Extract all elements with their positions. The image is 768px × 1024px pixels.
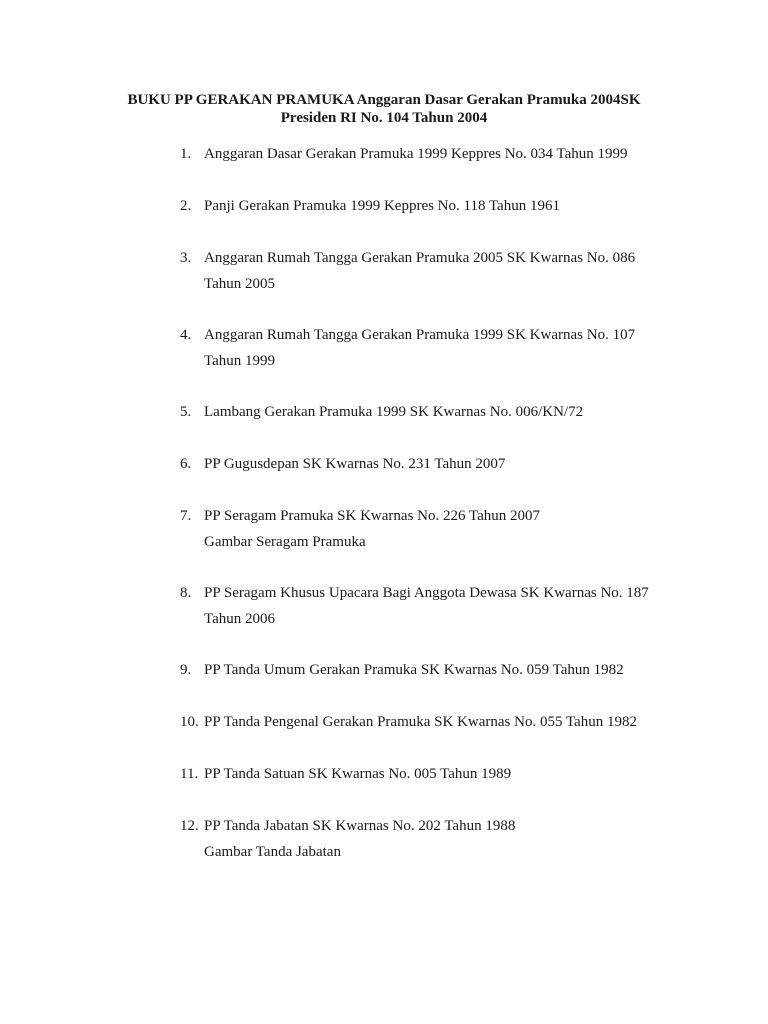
title-line-1: BUKU PP GERAKAN PRAMUKA Anggaran Dasar Gerakan Pramuka 2004SK <box>127 92 641 108</box>
list-item-line: Gambar Tanda Jabatan <box>204 844 341 860</box>
list-item-text <box>204 141 674 167</box>
list-item-line: PP Gugusdepan SK Kwarnas No. 231 Tahun 2007 <box>204 456 506 472</box>
list-item-text <box>204 451 674 477</box>
list-item-text <box>204 709 674 735</box>
list-item-line: Anggaran Dasar Gerakan Pramuka 1999 Keppres No. 034 Tahun 1999 <box>204 146 628 162</box>
list-item <box>0 657 768 709</box>
list-item-line: Tahun 2005 <box>204 276 276 292</box>
list-item-number: 1. <box>180 146 192 162</box>
list-item-text <box>204 657 674 683</box>
list-item-number: 9. <box>180 662 192 678</box>
list-item-number: 10. <box>180 714 199 730</box>
list-item-number: 6. <box>180 456 192 472</box>
list-item-line: Tahun 2006 <box>204 611 276 627</box>
list-item-text <box>204 761 674 787</box>
list-item-number: 8. <box>180 585 192 601</box>
list-item-text <box>204 399 674 425</box>
list-item-line: PP Tanda Jabatan SK Kwarnas No. 202 Tahun 1988 <box>204 818 516 834</box>
list-item-text <box>204 193 674 219</box>
list-item <box>0 141 768 193</box>
list-item-number: 2. <box>180 198 192 214</box>
list-item-number: 4. <box>180 327 192 343</box>
list-item <box>0 193 768 245</box>
list-item <box>0 245 768 322</box>
list-item <box>0 503 768 580</box>
list-item <box>0 709 768 761</box>
list-item-line: Tahun 1999 <box>204 353 276 369</box>
list-item-text <box>204 322 674 374</box>
list-item-number: 11. <box>180 766 199 782</box>
list-item-line: Gambar Seragam Pramuka <box>204 534 366 550</box>
list-item <box>0 580 768 657</box>
list-item-text <box>204 503 674 555</box>
list-item <box>0 399 768 451</box>
list-item <box>0 761 768 813</box>
list-item-line: Anggaran Rumah Tangga Gerakan Pramuka 2005 SK Kwarnas No. 086 <box>204 250 636 266</box>
list-item <box>0 322 768 399</box>
list-item-line: Anggaran Rumah Tangga Gerakan Pramuka 1999 SK Kwarnas No. 107 <box>204 327 636 343</box>
list-item-line: PP Seragam Pramuka SK Kwarnas No. 226 Tahun 2007 <box>204 508 540 524</box>
list-item-number: 3. <box>180 250 192 266</box>
list-item-text <box>204 245 674 297</box>
list-item-line: PP Tanda Satuan SK Kwarnas No. 005 Tahun 1989 <box>204 766 512 782</box>
list-item-text <box>204 580 674 632</box>
list-item-line: PP Tanda Umum Gerakan Pramuka SK Kwarnas No. 059 Tahun 1982 <box>204 662 624 678</box>
list-item-number: 5. <box>180 404 192 420</box>
list-item-line: Panji Gerakan Pramuka 1999 Keppres No. 118 Tahun 1961 <box>204 198 560 214</box>
list-item-line: Lambang Gerakan Pramuka 1999 SK Kwarnas No. 006/KN/72 <box>204 404 584 420</box>
list-item-number: 7. <box>180 508 192 524</box>
list-item-text <box>204 813 674 865</box>
regulation-list <box>0 141 768 890</box>
list-item <box>0 813 768 890</box>
document-title <box>100 91 668 127</box>
list-item-number: 12. <box>180 818 199 834</box>
list-item-line: PP Seragam Khusus Upacara Bagi Anggota Dewasa SK Kwarnas No. 187 <box>204 585 649 601</box>
list-item-line: PP Tanda Pengenal Gerakan Pramuka SK Kwarnas No. 055 Tahun 1982 <box>204 714 637 730</box>
list-item <box>0 451 768 503</box>
title-line-2: Presiden RI No. 104 Tahun 2004 <box>280 110 488 126</box>
